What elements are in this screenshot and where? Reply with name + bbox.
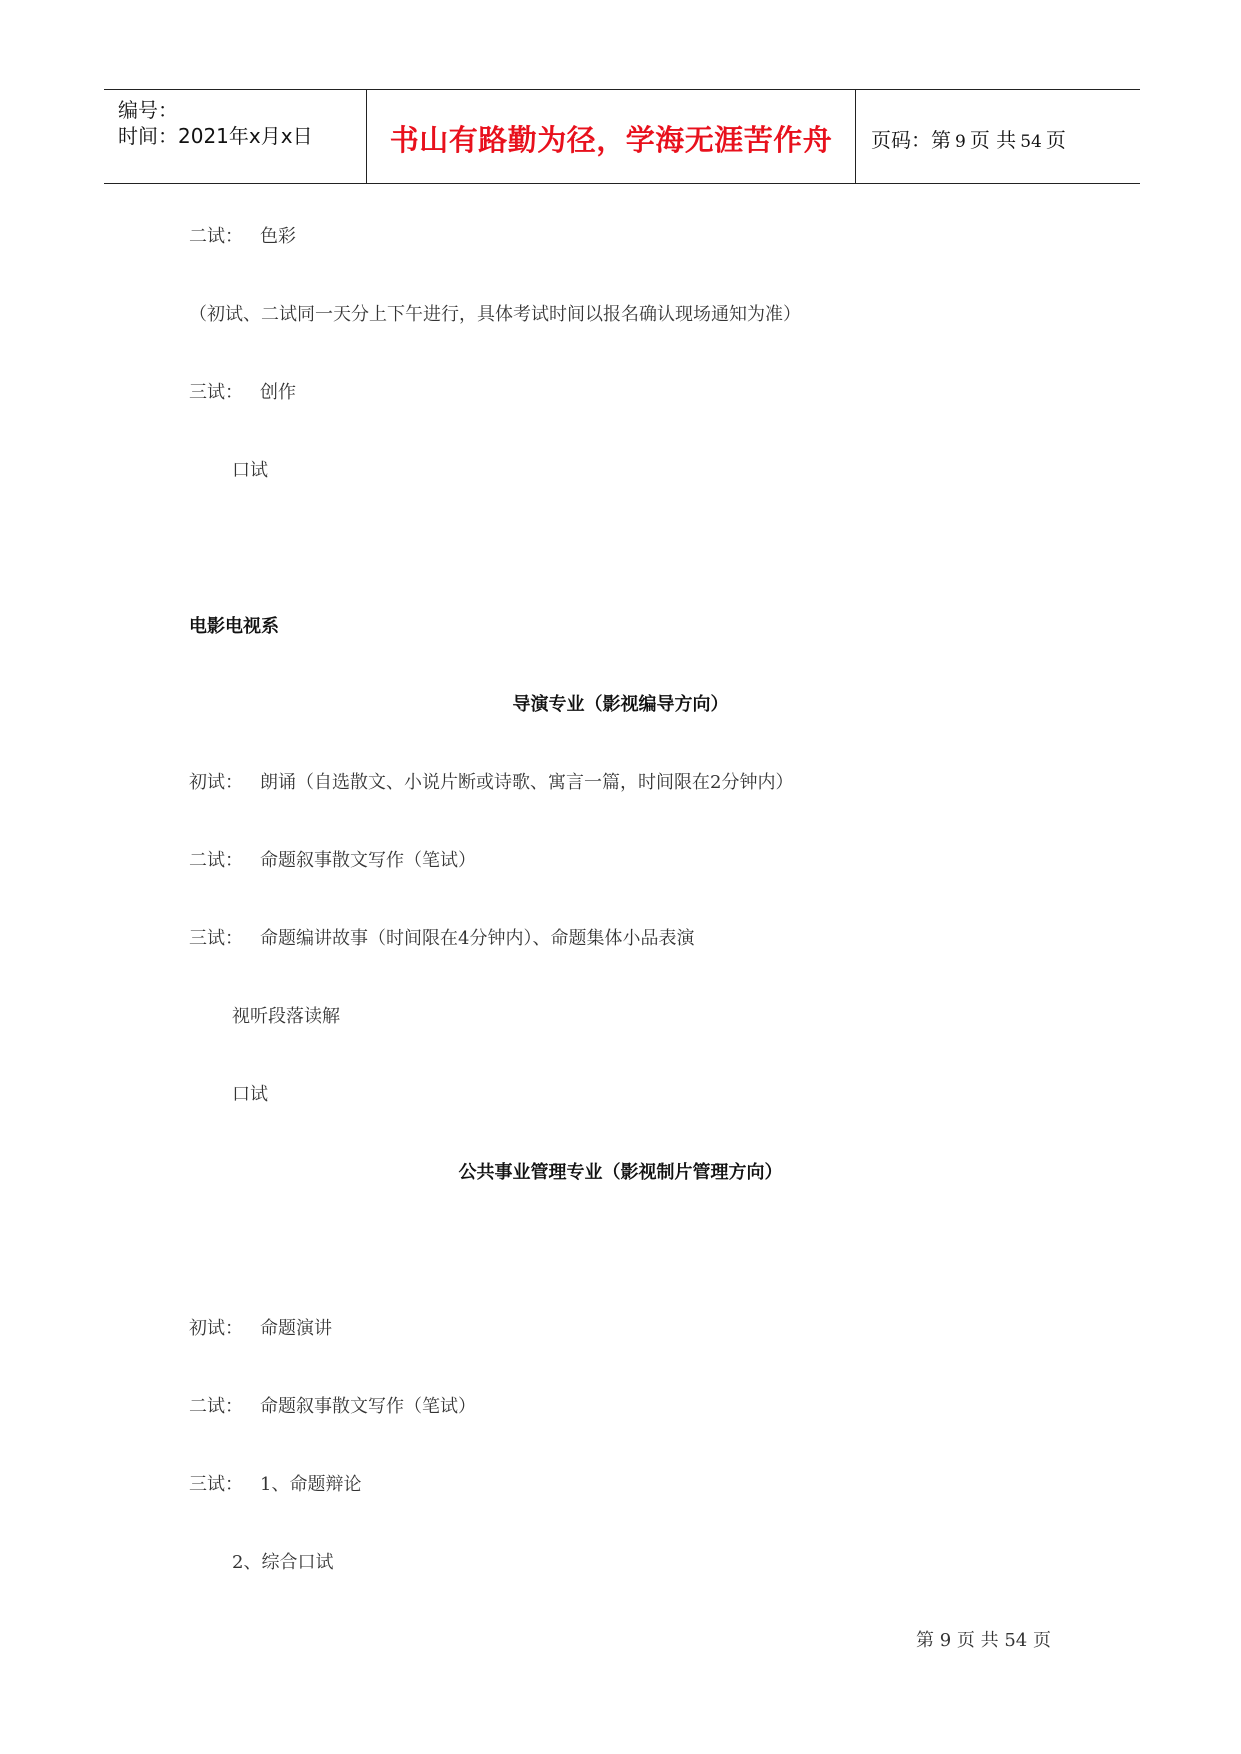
major-heading: 导演专业（影视编导方向） xyxy=(512,694,729,715)
exam-line xyxy=(189,1392,476,1418)
exam-label: 三试： xyxy=(189,928,243,949)
page-footer xyxy=(0,1626,1241,1652)
exam-label: 二试： xyxy=(189,850,243,871)
exam-content: 命题演讲 xyxy=(260,1318,332,1339)
exam-label: 二试： xyxy=(189,226,243,247)
page-end: 页 xyxy=(1045,128,1066,152)
exam-content: 命题编讲故事（时间限在4分钟内）、命题集体小品表演 xyxy=(260,928,695,949)
footer-page-label: 第 xyxy=(915,1630,934,1651)
motto: 书山有路勤为径，学海无涯苦作舟 xyxy=(389,123,833,157)
exam-subline: 2、综合口试 xyxy=(232,1552,334,1573)
exam-content: 命题叙事散文写作（笔试） xyxy=(260,1396,476,1417)
header-page-code xyxy=(871,124,1066,153)
serial-label: 编号： xyxy=(118,98,178,122)
footer-page-total: 54 xyxy=(1004,1630,1028,1651)
time-text: 时间：2021年x月x日 xyxy=(118,124,313,148)
exam-label: 三试： xyxy=(189,1474,243,1495)
department-heading: 电影电视系 xyxy=(189,616,279,637)
note-line: （初试、二试同一天分上下午进行，具体考试时间以报名确认现场通知为准） xyxy=(189,304,801,325)
exam-content: 命题叙事散文写作（笔试） xyxy=(260,850,476,871)
exam-line xyxy=(189,378,296,404)
footer-page-number: 9 xyxy=(939,1630,952,1651)
exam-content: 朗诵（自选散文、小说片断或诗歌、寓言一篇，时间限在2分钟内） xyxy=(260,772,794,793)
exam-content: 色彩 xyxy=(260,226,296,247)
exam-content: 1、命题辩论 xyxy=(260,1474,362,1495)
exam-label: 二试： xyxy=(189,1396,243,1417)
exam-line xyxy=(189,846,476,872)
header-page-cell xyxy=(857,90,1140,183)
page-header xyxy=(104,89,1140,184)
exam-subline: 口试 xyxy=(232,1084,268,1105)
exam-subline: 视听段落读解 xyxy=(232,1006,340,1027)
exam-line xyxy=(189,1314,332,1340)
page-label: 页码：第 xyxy=(871,128,951,152)
exam-content: 创作 xyxy=(260,382,296,403)
exam-subline: 口试 xyxy=(232,460,268,481)
header-info-cell xyxy=(104,90,367,183)
footer-total-label: 共 xyxy=(980,1630,999,1651)
exam-label: 初试： xyxy=(189,772,243,793)
exam-label: 初试： xyxy=(189,1318,243,1339)
footer-page-word: 页 xyxy=(956,1630,975,1651)
exam-line xyxy=(189,924,694,950)
page-total: 54 xyxy=(1020,132,1042,152)
major-heading: 公共事业管理专业（影视制片管理方向） xyxy=(458,1162,783,1183)
exam-line xyxy=(189,1470,361,1496)
exam-line xyxy=(189,768,793,794)
footer-total-word: 页 xyxy=(1033,1630,1051,1651)
exam-line xyxy=(189,222,296,248)
page-mid: 页 共 xyxy=(969,128,1017,152)
page-number: 9 xyxy=(955,132,966,152)
header-motto-cell xyxy=(367,90,856,183)
exam-label: 三试： xyxy=(189,382,243,403)
